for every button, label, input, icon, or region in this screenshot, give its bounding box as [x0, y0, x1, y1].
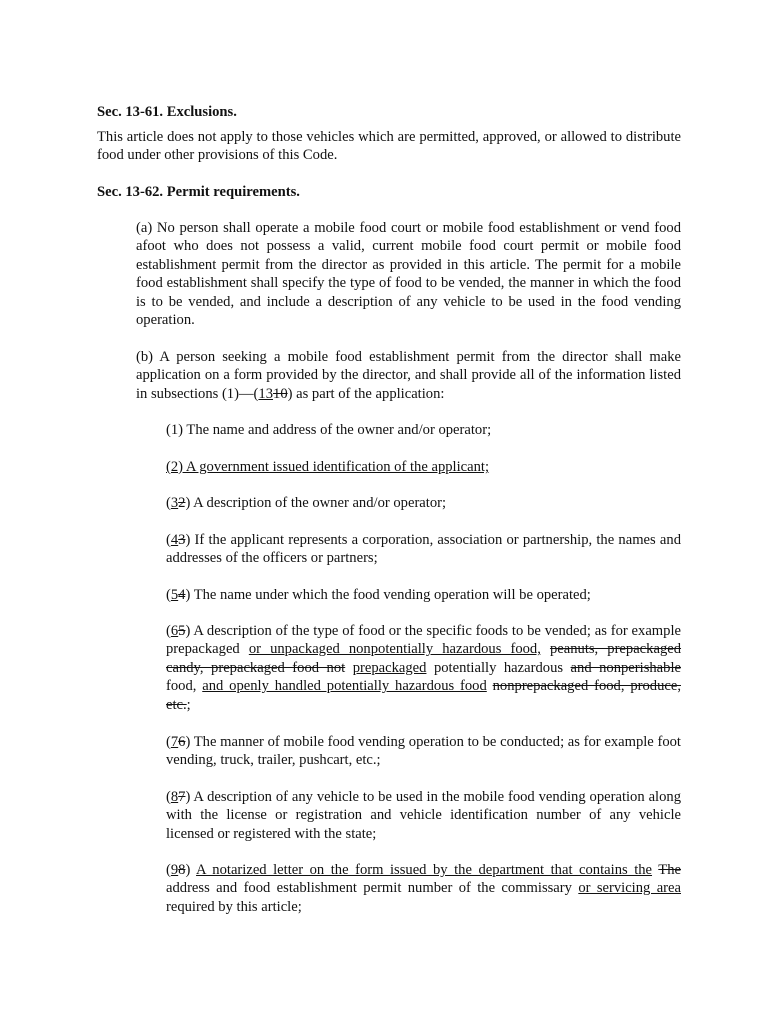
- inserted-text: 6: [170, 623, 179, 639]
- item-text: ) The name under which the food vending operation will be operated;: [185, 587, 591, 603]
- item-text: ) A description of the owner and/or operator;: [185, 495, 447, 511]
- deleted-text: 6: [178, 734, 186, 750]
- inserted-text: 9: [170, 862, 179, 878]
- paragraph-b: [136, 348, 681, 403]
- deleted-text: 4: [178, 587, 186, 603]
- inserted-text: 7: [170, 734, 179, 750]
- item-text: ;: [186, 696, 191, 713]
- deleted-text: 3: [178, 532, 186, 548]
- inserted-text: (2) A government issued identification of the applicant;: [166, 459, 490, 475]
- deleted-text: peanuts, prepackaged candy, prepackaged food not: [166, 641, 682, 676]
- item-number-open: (: [166, 495, 171, 511]
- section-61-heading: Sec. 13-61. Exclusions.: [97, 104, 237, 120]
- item-7: [166, 733, 681, 770]
- paragraph-b-text: (b) A person seeking a mobile food establishment permit from the director shall make application on a form provided by the director, and shall provide all of the information listed in subsections (1)—(: [136, 349, 681, 402]
- item-1: (1) The name and address of the owner and/or operator;: [166, 422, 492, 438]
- inserted-text: or unpackaged nonpotentially hazardous food,: [248, 641, 541, 658]
- inserted-text: 3: [170, 495, 179, 511]
- item-number-open: (: [166, 532, 171, 548]
- item-6: [166, 622, 681, 714]
- item-text: ) The manner of mobile food vending operation to be conducted; as for example foot vending, truck, trailer, pushcart, etc.;: [166, 734, 681, 769]
- item-5: [166, 586, 681, 604]
- item-text: ) A description of any vehicle to be used in the mobile food vending operation along with the license or registration and vehicle identification number of any vehicle licensed or registered with the state;: [166, 789, 681, 842]
- item-number-open: (: [166, 734, 171, 750]
- item-text: potentially hazardous: [426, 659, 571, 676]
- paragraph-b-text: ) as part of the application:: [287, 385, 445, 402]
- deleted-text: nonprepackaged food, produce, etc.: [166, 678, 681, 713]
- deleted-text: 8: [178, 862, 186, 878]
- inserted-text: or servicing area: [578, 880, 681, 897]
- inserted-text: 5: [170, 587, 179, 603]
- inserted-text: prepackaged: [352, 659, 427, 676]
- item-text: ): [185, 862, 197, 878]
- section-62-heading: Sec. 13-62. Permit requirements.: [97, 184, 300, 200]
- item-text: ) A description of the type of food or the specific foods to be vended; as for example prepackaged: [166, 623, 681, 658]
- inserted-text: 4: [170, 532, 179, 548]
- item-text: address and food establishment permit number of the commissary: [166, 880, 579, 897]
- inserted-text: and openly handled potentially hazardous food: [202, 678, 487, 695]
- item-8: [166, 788, 681, 843]
- item-number-open: (: [166, 587, 171, 603]
- deleted-text: 2: [178, 495, 186, 511]
- item-4: [166, 531, 681, 568]
- deleted-text: 10: [273, 385, 288, 402]
- item-9: [166, 861, 681, 916]
- inserted-text: A notarized letter on the form issued by the department that contains the: [196, 862, 653, 878]
- paragraph-a: (a) No person shall operate a mobile food court or mobile food establishment or vend food afoot who does not possess a valid, current mobile food court permit or mobile food establishment permit from the director as provided in this article. The permit for a mobile food establishment shall specify the type of food to be vended, the manner in which the food is to be vended, and include a description of any vehicle to be used in the food vending operation.: [136, 220, 681, 329]
- item-number-open: (: [166, 789, 171, 805]
- deleted-text: and nonperishable: [570, 659, 681, 676]
- item-text: ) If the applicant represents a corporation, association or partnership, the names and addresses of the officers or partners;: [166, 532, 681, 567]
- deleted-text: 7: [178, 789, 186, 805]
- item-3: [166, 494, 681, 512]
- item-number-open: (: [166, 862, 171, 878]
- item-text: food,: [166, 678, 203, 695]
- item-2: [166, 458, 681, 476]
- inserted-text: 13: [258, 385, 274, 402]
- section-61-body: This article does not apply to those vehicles which are permitted, approved, or allowed to distribute food under other provisions of this Code.: [97, 129, 681, 164]
- item-number-open: (: [166, 623, 171, 639]
- inserted-text: 8: [170, 789, 179, 805]
- deleted-text: The: [658, 862, 681, 878]
- deleted-text: 5: [178, 623, 186, 639]
- item-text: required by this article;: [166, 898, 302, 915]
